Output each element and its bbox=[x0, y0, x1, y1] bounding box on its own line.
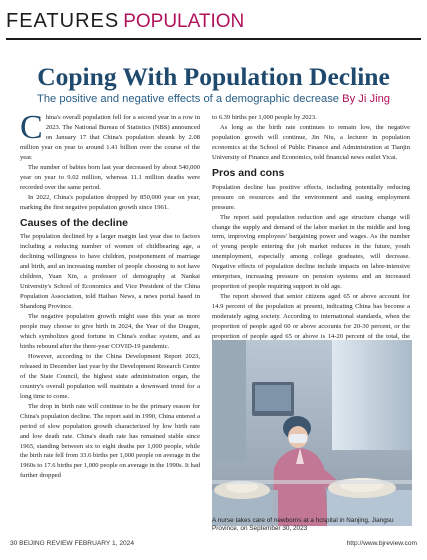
features-kicker: FEATURES bbox=[6, 10, 120, 32]
footer-url: http://www.bjreview.com bbox=[346, 540, 417, 547]
footer-folio: 30 BEIJING REVIEW FEBRUARY 1, 2024 bbox=[10, 540, 134, 547]
lead-text: hina's overall population fell for a second year in a row in 2023. The National Bureau of Statistics (NBS) announced on January 17 that China's population shrank by 2.08 million year on year to around 1.41 billion over the course of the year. bbox=[20, 114, 200, 161]
subtitle-text: The positive and negative effects of a demographic decrease bbox=[36, 93, 340, 105]
photo-caption: A nurse takes care of newborns at a hospital in Nanjing, Jiangsu Province, on September 30, 2023 bbox=[212, 517, 394, 533]
column-left bbox=[20, 109, 200, 481]
byline: By Ji Jing bbox=[342, 93, 391, 105]
section-label: POPULATION bbox=[123, 11, 245, 32]
nursery-photo-illustration bbox=[212, 340, 412, 526]
paragraph: The number of babies born last year decreased by about 540,000 year on year to 9.02 million, whereas 11.1 million deaths were recorded over the same period. bbox=[20, 163, 200, 191]
paragraph: The report showed that senior citizens aged 65 or above account for 14.9 percent of the population at present, indicating China has become a moderately aging society. According to international standards, when the proportion of people aged 60 or above accounts for 20-30 percent, or the proportion of people aged 65 or above is 14-20 percent of the total, the bbox=[212, 293, 410, 341]
paragraph: The negative population growth might ease this year as more people may choose to give birth in 2024, the Year of the Dragon, which symbolizes good fortune in China's zodiac system, and as births rebound after the three-year COVID-19 pandemic. bbox=[20, 313, 200, 350]
paragraph: The report said population reduction and age structure change will change the supply and demand of the labor market in the middle and long term, improving employees' bargaining power and wages. As the number of young people entering the job market reduces in the future, youth unemployment, especially among college graduates, will decrease. Negative effects of population decline include impacts on labor-intensive enterprises, increasing pressure on pension systems and an increased proportion of people requiring support in old age. bbox=[212, 213, 410, 291]
subheading-pros-cons: Pros and cons bbox=[212, 166, 285, 179]
article-title: Coping With Population Decline bbox=[37, 62, 390, 91]
paragraph: In 2022, China's population dropped by 850,000 year on year, marking the first negative population growth since 1961. bbox=[20, 193, 200, 211]
paragraph: However, according to the China Development Report 2023, released in December last year by the Development Research Centre of the State Council, the highest state administration organ, the country's overall population will maintain a downward trend for a long time to come. bbox=[20, 352, 200, 400]
paragraph: As long as the birth rate continues to remain low, the negative population growth will continue, Jin Niu, a lecturer in population economics at the School of Public Finance and Administration at Tianjin University of Finance and Economics, told financial news outlet Yicai. bbox=[212, 123, 410, 161]
nursery-photo bbox=[212, 340, 412, 526]
header-rule bbox=[6, 38, 421, 40]
paragraph: to 6.39 births per 1,000 people by 2023. bbox=[212, 114, 317, 121]
lead-paragraph bbox=[20, 109, 200, 163]
section-header bbox=[6, 10, 244, 36]
paragraph: Population decline has positive effects, including potentially reducing pressure on resources and the environment and easing employment pressure. bbox=[212, 183, 410, 211]
article-subtitle bbox=[0, 93, 427, 105]
drop-cap: C bbox=[20, 109, 43, 146]
subheading-causes: Causes of the decline bbox=[20, 216, 128, 229]
paragraph: The population declined by a larger margin last year due to factors including a reducing number of women of childbearing age, a declining willingness to have children, postponement of marriage and birth, and an increasing number of people choosing to not have children, Yuan Xin, a professor of demography at Nankai University's School of Economics and Vice President of the China Population Association, told Haibao News, a news portal based in Shandong Province. bbox=[20, 233, 200, 311]
paragraph: The drop in birth rate will continue to be the primary reason for China's population decline. The report said in 1990, China entered a period of slow population growth characterized by low birth rate and low death rate. China's death rate has remained stable since 1965, standing between six to eight deaths per 1,000 people, while the birth rate fell from 33.6 births per 1,000 people on average in the 1960s to 17.6 births per 1,000 people on average in the 1990s. It had further dropped bbox=[20, 402, 200, 480]
